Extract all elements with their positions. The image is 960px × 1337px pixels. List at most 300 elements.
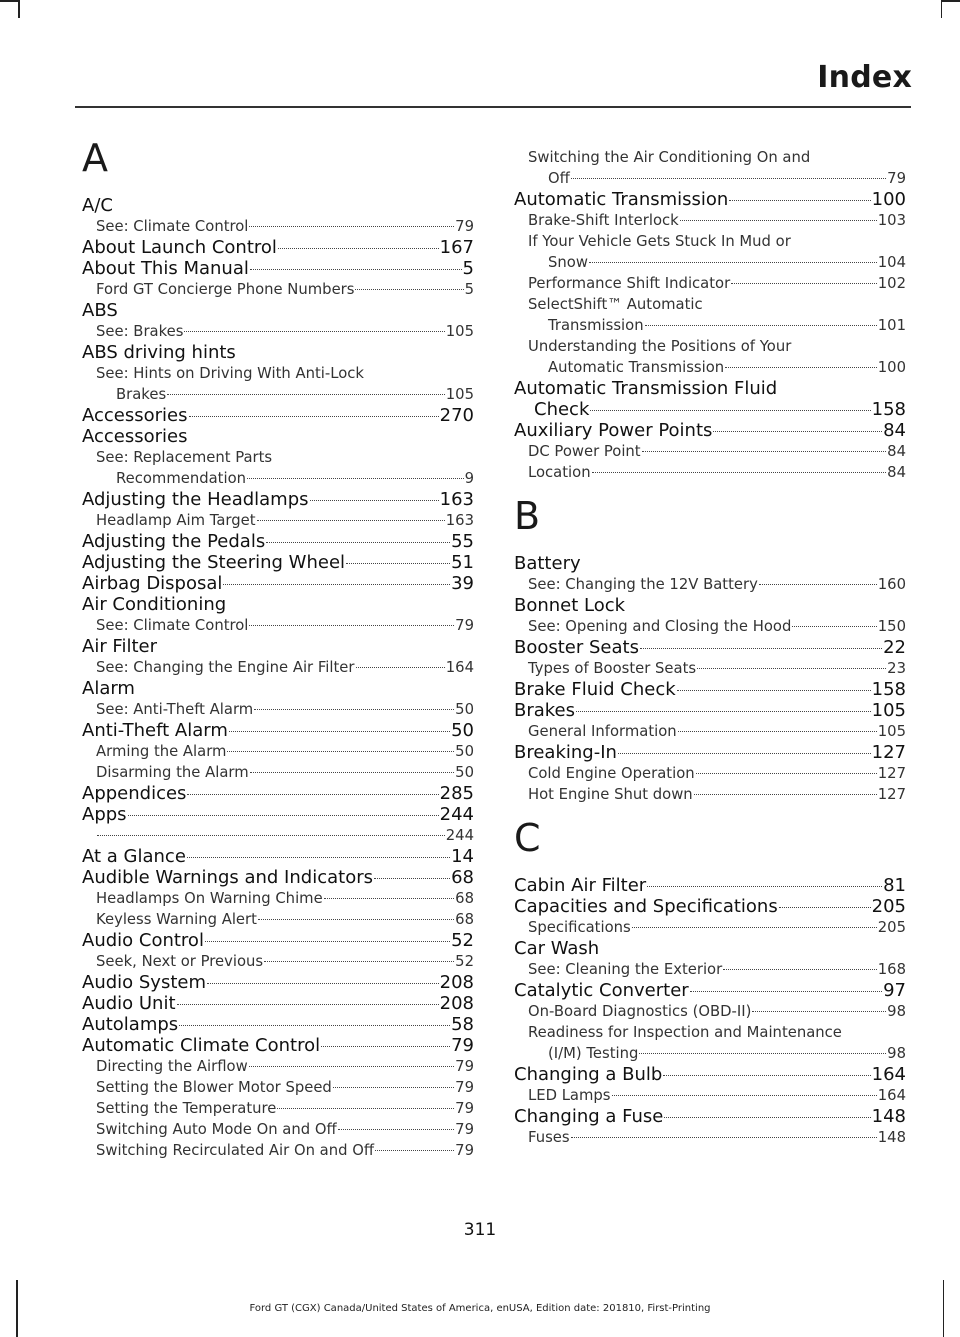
entry-title: Types of Booster Seats xyxy=(528,660,697,677)
entry-title: Breaking-In xyxy=(514,742,617,763)
dot-leader xyxy=(333,1087,454,1088)
dot-leader xyxy=(645,325,877,326)
entry-title: Audio Control xyxy=(82,930,204,951)
entry-title: Autolamps xyxy=(82,1014,179,1035)
dot-leader xyxy=(258,919,454,920)
entry-page: 79 xyxy=(455,1100,474,1117)
dot-leader xyxy=(576,711,871,712)
dot-leader xyxy=(690,991,882,992)
index-entry[interactable] xyxy=(514,679,906,700)
index-subentry-continued[interactable] xyxy=(514,252,906,273)
entry-title: Changing a Fuse xyxy=(514,1106,664,1127)
dot-leader xyxy=(792,626,876,627)
dot-leader xyxy=(227,751,454,752)
entry-title: Recommendation xyxy=(116,470,247,487)
index-entry[interactable] xyxy=(514,1064,906,1085)
dot-leader xyxy=(167,394,445,395)
entry-page: 5 xyxy=(464,281,474,298)
entry-page: 68 xyxy=(455,890,474,907)
index-entry[interactable] xyxy=(82,552,474,573)
entry-title: Specifications xyxy=(528,919,631,936)
index-subentry[interactable] xyxy=(82,1119,474,1140)
entry-page: 105 xyxy=(871,700,906,721)
entry-title: Airbag Disposal xyxy=(82,573,223,594)
index-subentry[interactable] xyxy=(82,951,474,972)
index-entry[interactable] xyxy=(82,972,474,993)
index-entry[interactable] xyxy=(82,1014,474,1035)
index-subentry[interactable] xyxy=(82,321,474,342)
dot-leader xyxy=(338,1129,454,1130)
entry-page: 158 xyxy=(871,399,906,420)
dot-leader xyxy=(187,857,450,858)
index-subentry[interactable] xyxy=(82,699,474,720)
index-subentry[interactable] xyxy=(82,1098,474,1119)
index-entry[interactable] xyxy=(82,867,474,888)
index-entry[interactable] xyxy=(82,237,474,258)
index-entry[interactable] xyxy=(514,1106,906,1127)
footer-edition: Ford GT (CGX) Canada/United States of America, enUSA, Edition date: 201810, First-Printing xyxy=(249,1303,711,1314)
entry-page: 58 xyxy=(451,1014,474,1035)
entry-page: 50 xyxy=(451,720,474,741)
index-subentry[interactable] xyxy=(82,741,474,762)
index-heading: Accessories xyxy=(82,426,188,447)
entry-page: 168 xyxy=(877,961,906,978)
dot-leader xyxy=(266,542,450,543)
index-entry-continued[interactable] xyxy=(514,399,906,420)
index-subentry[interactable] xyxy=(82,1077,474,1098)
entry-page: 97 xyxy=(883,980,906,1001)
dot-leader xyxy=(249,625,454,626)
entry-page: 127 xyxy=(877,786,906,803)
entry-title: General Information xyxy=(528,723,677,740)
dot-leader xyxy=(250,269,462,270)
entry-title: Brakes xyxy=(116,386,167,403)
entry-title: LED Lamps xyxy=(528,1087,611,1104)
dot-leader xyxy=(678,731,877,732)
index-entry[interactable] xyxy=(82,531,474,552)
index-entry[interactable] xyxy=(514,875,906,896)
entry-page: 84 xyxy=(887,464,906,481)
index-subentry[interactable] xyxy=(82,762,474,783)
entry-title: Capacities and Specifications xyxy=(514,896,778,917)
index-entry[interactable] xyxy=(514,637,906,658)
index-entry[interactable] xyxy=(514,189,906,210)
entry-title: DC Power Point xyxy=(528,443,641,460)
index-entry[interactable] xyxy=(82,1035,474,1056)
entry-title: Off xyxy=(548,170,570,187)
entry-title: Accessories xyxy=(82,405,188,426)
dot-leader xyxy=(254,709,454,710)
entry-page: 79 xyxy=(455,1142,474,1159)
crop-mark xyxy=(0,0,18,2)
entry-title: About Launch Control xyxy=(82,237,277,258)
entry-title: Automatic Transmission xyxy=(548,359,725,376)
index-subentry-continued[interactable] xyxy=(514,168,906,189)
entry-title: Brake-Shift Interlock xyxy=(528,212,679,229)
dot-leader xyxy=(205,941,450,942)
index-entry[interactable] xyxy=(514,980,906,1001)
entry-title: Headlamps On Warning Chime xyxy=(96,890,323,907)
entry-page: 79 xyxy=(455,617,474,634)
entry-title: See: Climate Control xyxy=(96,617,249,634)
entry-page: 148 xyxy=(877,1129,906,1146)
entry-page: 51 xyxy=(451,552,474,573)
entry-title: Switching Auto Mode On and Off xyxy=(96,1121,337,1138)
entry-page: 244 xyxy=(445,827,474,844)
index-subentry[interactable] xyxy=(514,721,906,742)
entry-page: 52 xyxy=(451,930,474,951)
dot-leader xyxy=(346,563,450,564)
index-heading: ABS driving hints xyxy=(82,342,236,363)
dot-leader xyxy=(592,472,887,473)
index-subentry-text: See: Replacement Parts xyxy=(96,449,273,466)
entry-title: Audio Unit xyxy=(82,993,176,1014)
index-subentry[interactable] xyxy=(82,510,474,531)
dot-leader xyxy=(571,178,886,179)
dot-leader xyxy=(663,1075,870,1076)
entry-title: (I/M) Testing xyxy=(548,1045,639,1062)
index-column-left xyxy=(82,125,474,1161)
dot-leader xyxy=(694,794,877,795)
index-entry[interactable] xyxy=(82,804,474,825)
dot-leader xyxy=(677,690,871,691)
index-entry[interactable] xyxy=(82,573,474,594)
dot-leader xyxy=(257,520,445,521)
entry-page: 84 xyxy=(887,443,906,460)
entry-page: 150 xyxy=(877,618,906,635)
entry-page: 84 xyxy=(883,420,906,441)
index-subentry[interactable] xyxy=(82,1056,474,1077)
dot-leader xyxy=(696,773,877,774)
dot-leader xyxy=(321,1046,450,1047)
entry-page: 68 xyxy=(451,867,474,888)
entry-title: Cabin Air Filter xyxy=(514,875,647,896)
dot-leader xyxy=(723,969,877,970)
index-entry[interactable] xyxy=(82,993,474,1014)
index-subentry[interactable] xyxy=(82,1140,474,1161)
entry-page: 14 xyxy=(451,846,474,867)
dot-leader xyxy=(647,886,882,887)
index-subentry[interactable] xyxy=(514,210,906,231)
dot-leader xyxy=(264,961,454,962)
index-subentry[interactable] xyxy=(514,917,906,938)
entry-page: 127 xyxy=(877,765,906,782)
index-entry[interactable] xyxy=(82,846,474,867)
entry-title: Cold Engine Operation xyxy=(528,765,695,782)
entry-page: 105 xyxy=(445,323,474,340)
entry-page: 158 xyxy=(871,679,906,700)
entry-title: Headlamp Aim Target xyxy=(96,512,256,529)
index-subentry-text: SelectShift™ Automatic xyxy=(528,296,703,313)
index-subentry[interactable] xyxy=(514,784,906,805)
index-heading: Air Filter xyxy=(82,636,158,657)
index-entry[interactable] xyxy=(514,896,906,917)
entry-title: Automatic Climate Control xyxy=(82,1035,321,1056)
entry-title: Audio System xyxy=(82,972,207,993)
index-entry[interactable] xyxy=(514,420,906,441)
index-subentry[interactable] xyxy=(514,616,906,637)
dot-leader xyxy=(97,835,445,836)
entry-page: 100 xyxy=(871,189,906,210)
entry-page: 148 xyxy=(871,1106,906,1127)
dot-leader xyxy=(184,331,444,332)
dot-leader xyxy=(632,927,877,928)
index-subentry[interactable] xyxy=(82,615,474,636)
dot-leader xyxy=(207,983,439,984)
dot-leader xyxy=(179,1025,450,1026)
entry-title: Changing a Bulb xyxy=(514,1064,663,1085)
entry-title: Adjusting the Steering Wheel xyxy=(82,552,346,573)
dot-leader xyxy=(571,1137,877,1138)
entry-title: Setting the Temperature xyxy=(96,1100,277,1117)
index-subentry[interactable] xyxy=(514,959,906,980)
index-entry[interactable] xyxy=(82,783,474,804)
index-subentry[interactable] xyxy=(514,441,906,462)
entry-page: 79 xyxy=(455,1121,474,1138)
entry-page: 68 xyxy=(455,911,474,928)
dot-leader xyxy=(223,584,450,585)
index-subentry[interactable] xyxy=(82,825,474,846)
dot-leader xyxy=(642,451,887,452)
entry-page: 81 xyxy=(883,875,906,896)
entry-page: 50 xyxy=(455,743,474,760)
dot-leader xyxy=(589,262,877,263)
section-letter: A xyxy=(82,136,108,180)
index-heading: Car Wash xyxy=(514,938,600,959)
entry-page: 79 xyxy=(455,1079,474,1096)
entry-title: Adjusting the Headlamps xyxy=(82,489,309,510)
index-subentry-text: If Your Vehicle Gets Stuck In Mud or xyxy=(528,233,791,250)
page-title: Index xyxy=(817,60,912,95)
index-subentry[interactable] xyxy=(82,657,474,678)
entry-title: Switching Recirculated Air On and Off xyxy=(96,1142,375,1159)
dot-leader xyxy=(729,200,870,201)
dot-leader xyxy=(664,1117,870,1118)
entry-page: 208 xyxy=(439,972,474,993)
index-subentry[interactable] xyxy=(82,888,474,909)
entry-title: Booster Seats xyxy=(514,637,639,658)
entry-page: 52 xyxy=(455,953,474,970)
index-column-right xyxy=(514,147,906,1148)
index-heading: ABS xyxy=(82,300,118,321)
dot-leader xyxy=(277,1108,454,1109)
entry-title: Appendices xyxy=(82,783,187,804)
entry-page: 103 xyxy=(877,212,906,229)
dot-leader xyxy=(713,431,882,432)
index-subentry[interactable] xyxy=(514,658,906,679)
entry-title: Setting the Blower Motor Speed xyxy=(96,1079,332,1096)
entry-title: Fuses xyxy=(528,1129,570,1146)
section-letter: B xyxy=(514,494,541,538)
dot-leader xyxy=(187,794,438,795)
dot-leader xyxy=(640,648,882,649)
entry-page: 205 xyxy=(877,919,906,936)
entry-page: 105 xyxy=(445,386,474,403)
entry-title: Ford GT Concierge Phone Numbers xyxy=(96,281,355,298)
dot-leader xyxy=(725,367,877,368)
dot-leader xyxy=(249,226,454,227)
entry-title: Anti-Theft Alarm xyxy=(82,720,228,741)
index-heading: Bonnet Lock xyxy=(514,595,626,616)
dot-leader xyxy=(249,1066,454,1067)
dot-leader xyxy=(247,478,464,479)
index-subentry-text: Understanding the Positions of Your xyxy=(528,338,792,355)
entry-page: 100 xyxy=(877,359,906,376)
dot-leader xyxy=(375,1150,454,1151)
dot-leader xyxy=(680,220,877,221)
entry-title: Catalytic Converter xyxy=(514,980,689,1001)
entry-page: 5 xyxy=(462,258,474,279)
entry-title: Audible Warnings and Indicators xyxy=(82,867,373,888)
entry-page: 79 xyxy=(455,1058,474,1075)
entry-page: 164 xyxy=(877,1087,906,1104)
index-subentry-continued[interactable] xyxy=(514,357,906,378)
index-entry[interactable] xyxy=(82,405,474,426)
section-letter: C xyxy=(514,816,541,860)
dot-leader xyxy=(356,667,445,668)
entry-page: 270 xyxy=(439,405,474,426)
entry-title: See: Changing the 12V Battery xyxy=(528,576,758,593)
dot-leader xyxy=(779,907,871,908)
dot-leader xyxy=(697,668,886,669)
dot-leader xyxy=(128,815,439,816)
entry-title: Directing the Airflow xyxy=(96,1058,248,1075)
index-entry[interactable] xyxy=(514,742,906,763)
entry-title: Hot Engine Shut down xyxy=(528,786,693,803)
dot-leader xyxy=(731,283,877,284)
dot-leader xyxy=(310,500,439,501)
entry-page: 160 xyxy=(877,576,906,593)
index-entry[interactable] xyxy=(82,720,474,741)
entry-page: 50 xyxy=(455,701,474,718)
crop-mark xyxy=(941,0,943,18)
entry-title: Location xyxy=(528,464,591,481)
dot-leader xyxy=(229,731,450,732)
index-heading: Alarm xyxy=(82,678,135,699)
index-heading: Battery xyxy=(514,553,581,574)
entry-page: 102 xyxy=(877,275,906,292)
index-entry[interactable] xyxy=(82,930,474,951)
dot-leader xyxy=(759,584,877,585)
entry-page: 167 xyxy=(439,237,474,258)
entry-title: See: Opening and Closing the Hood xyxy=(528,618,792,635)
dot-leader xyxy=(278,248,439,249)
crop-mark xyxy=(18,0,20,18)
entry-page: 79 xyxy=(455,218,474,235)
page-number: 311 xyxy=(463,1220,497,1240)
entry-title: Apps xyxy=(82,804,127,825)
entry-page: 50 xyxy=(455,764,474,781)
dot-leader xyxy=(752,1011,886,1012)
dot-leader xyxy=(324,898,454,899)
dot-leader xyxy=(250,772,455,773)
entry-title: About This Manual xyxy=(82,258,249,279)
dot-leader xyxy=(639,1053,886,1054)
entry-page: 55 xyxy=(451,531,474,552)
entry-page: 285 xyxy=(439,783,474,804)
entry-title: See: Changing the Engine Air Filter xyxy=(96,659,355,676)
entry-page: 164 xyxy=(871,1064,906,1085)
entry-title: At a Glance xyxy=(82,846,186,867)
index-subentry[interactable] xyxy=(82,216,474,237)
entry-title: Auxiliary Power Points xyxy=(514,420,713,441)
index-entry[interactable] xyxy=(514,700,906,721)
index-subentry-continued[interactable] xyxy=(82,468,474,489)
entry-page: 127 xyxy=(871,742,906,763)
entry-page: 98 xyxy=(887,1045,906,1062)
entry-title: Snow xyxy=(548,254,588,271)
index-subentry-continued[interactable] xyxy=(514,1043,906,1064)
entry-title: See: Climate Control xyxy=(96,218,249,235)
index-entry[interactable] xyxy=(82,489,474,510)
entry-title: On-Board Diagnostics (OBD-II) xyxy=(528,1003,752,1020)
index-subentry[interactable] xyxy=(514,1085,906,1106)
index-subentry[interactable] xyxy=(514,574,906,595)
entry-page: 105 xyxy=(877,723,906,740)
crop-mark xyxy=(942,0,960,2)
dot-leader xyxy=(189,416,439,417)
index-subentry[interactable] xyxy=(514,1127,906,1148)
entry-page: 244 xyxy=(439,804,474,825)
index-subentry[interactable] xyxy=(514,1001,906,1022)
dot-leader xyxy=(618,753,871,754)
index-subentry[interactable] xyxy=(514,763,906,784)
entry-page: 205 xyxy=(871,896,906,917)
dot-leader xyxy=(612,1095,877,1096)
entry-title: Brakes xyxy=(514,700,576,721)
index-entry[interactable] xyxy=(82,258,474,279)
index-heading: Automatic Transmission Fluid xyxy=(514,378,778,399)
index-subentry[interactable] xyxy=(514,273,906,294)
entry-page: 39 xyxy=(451,573,474,594)
entry-title: Disarming the Alarm xyxy=(96,764,249,781)
entry-title: Seek, Next or Previous xyxy=(96,953,264,970)
index-subentry[interactable] xyxy=(82,279,474,300)
entry-page: 79 xyxy=(451,1035,474,1056)
index-subentry-text: See: Hints on Driving With Anti-Lock xyxy=(96,365,364,382)
index-subentry-text: Readiness for Inspection and Maintenance xyxy=(528,1024,842,1041)
entry-page: 22 xyxy=(883,637,906,658)
header-divider xyxy=(75,106,911,108)
index-heading: A/C xyxy=(82,195,113,216)
entry-page: 104 xyxy=(877,254,906,271)
entry-title: See: Brakes xyxy=(96,323,184,340)
entry-page: 101 xyxy=(877,317,906,334)
index-subentry[interactable] xyxy=(82,909,474,930)
entry-title: Adjusting the Pedals xyxy=(82,531,266,552)
entry-page: 9 xyxy=(464,470,474,487)
entry-page: 164 xyxy=(445,659,474,676)
entry-title: Keyless Warning Alert xyxy=(96,911,257,928)
entry-page: 208 xyxy=(439,993,474,1014)
entry-title: See: Cleaning the Exterior xyxy=(528,961,723,978)
dot-leader xyxy=(374,878,450,879)
index-subentry-continued[interactable] xyxy=(82,384,474,405)
entry-title: Performance Shift Indicator xyxy=(528,275,731,292)
index-subentry-continued[interactable] xyxy=(514,315,906,336)
entry-title: Automatic Transmission xyxy=(514,189,729,210)
entry-title: Check xyxy=(534,399,590,420)
index-subentry[interactable] xyxy=(514,462,906,483)
entry-page: 79 xyxy=(887,170,906,187)
index-subentry-text: Switching the Air Conditioning On and xyxy=(528,149,811,166)
entry-page: 163 xyxy=(439,489,474,510)
entry-title: Arming the Alarm xyxy=(96,743,227,760)
index-heading: Air Conditioning xyxy=(82,594,227,615)
dot-leader xyxy=(177,1004,439,1005)
entry-page: 163 xyxy=(445,512,474,529)
entry-page: 98 xyxy=(887,1003,906,1020)
